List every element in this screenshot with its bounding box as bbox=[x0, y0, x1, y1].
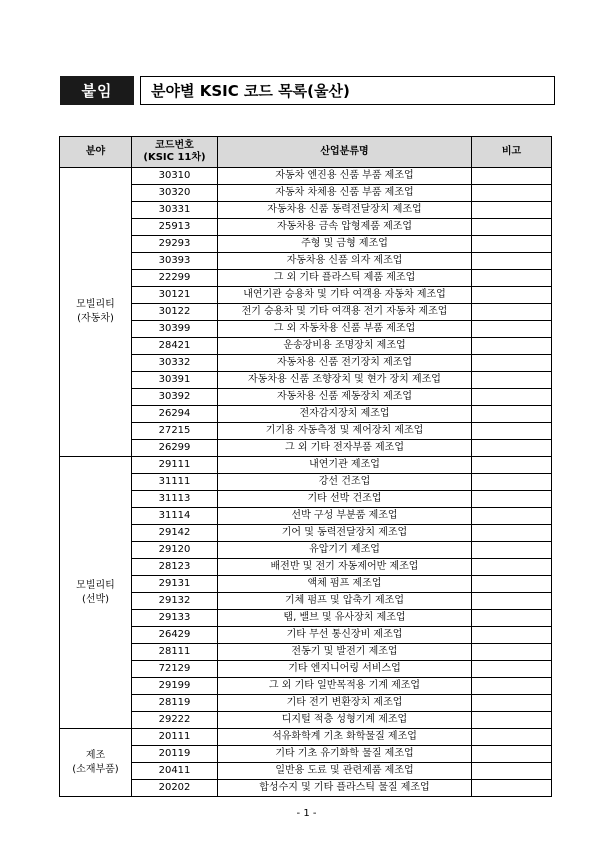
table-row bbox=[60, 168, 552, 185]
table-row bbox=[60, 253, 552, 270]
table-row bbox=[60, 661, 552, 678]
industry-name-cell: 자동차용 신품 동력전달장치 제조업 bbox=[218, 202, 472, 219]
code-cell: 27215 bbox=[132, 423, 218, 440]
table-row bbox=[60, 355, 552, 372]
table-row bbox=[60, 287, 552, 304]
code-cell: 20111 bbox=[132, 729, 218, 746]
table-row bbox=[60, 763, 552, 780]
industry-name-cell: 석유화학계 기초 화학물질 제조업 bbox=[218, 729, 472, 746]
industry-name-cell: 전기 승용차 및 기타 여객용 전기 자동차 제조업 bbox=[218, 304, 472, 321]
table-row bbox=[60, 338, 552, 355]
remarks-cell bbox=[472, 185, 552, 202]
industry-name-cell: 내연기관 제조업 bbox=[218, 457, 472, 474]
code-cell: 28111 bbox=[132, 644, 218, 661]
remarks-cell bbox=[472, 253, 552, 270]
table-row bbox=[60, 644, 552, 661]
page-number: - 1 - bbox=[296, 808, 317, 819]
table-row bbox=[60, 508, 552, 525]
code-cell: 30332 bbox=[132, 355, 218, 372]
code-cell: 31113 bbox=[132, 491, 218, 508]
remarks-cell bbox=[472, 406, 552, 423]
category-label: (자동차) bbox=[77, 313, 114, 324]
table-row bbox=[60, 678, 552, 695]
header-code-line1: 코드번호 bbox=[155, 140, 194, 151]
industry-name-cell: 디지털 적층 성형기계 제조업 bbox=[218, 712, 472, 729]
category-cell bbox=[60, 729, 132, 797]
code-cell: 30121 bbox=[132, 287, 218, 304]
table-body bbox=[60, 168, 552, 797]
remarks-cell bbox=[472, 491, 552, 508]
remarks-cell bbox=[472, 542, 552, 559]
remarks-cell bbox=[472, 763, 552, 780]
industry-name-cell: 유압기기 제조업 bbox=[218, 542, 472, 559]
remarks-cell bbox=[472, 168, 552, 185]
code-cell: 22299 bbox=[132, 270, 218, 287]
code-cell: 28119 bbox=[132, 695, 218, 712]
code-cell: 29293 bbox=[132, 236, 218, 253]
industry-name-cell: 기타 선박 건조업 bbox=[218, 491, 472, 508]
industry-name-cell: 그 외 기타 일반목적용 기계 제조업 bbox=[218, 678, 472, 695]
code-cell: 26299 bbox=[132, 440, 218, 457]
industry-name-cell: 기체 펌프 및 압축기 제조업 bbox=[218, 593, 472, 610]
category-cell bbox=[60, 457, 132, 729]
remarks-cell bbox=[472, 678, 552, 695]
industry-name-cell: 강선 건조업 bbox=[218, 474, 472, 491]
code-cell: 29142 bbox=[132, 525, 218, 542]
remarks-cell bbox=[472, 457, 552, 474]
remarks-cell bbox=[472, 440, 552, 457]
industry-name-cell: 그 외 자동차용 신품 부품 제조업 bbox=[218, 321, 472, 338]
table-row bbox=[60, 270, 552, 287]
header-remarks: 비고 bbox=[472, 137, 552, 168]
code-cell: 28421 bbox=[132, 338, 218, 355]
code-cell: 30399 bbox=[132, 321, 218, 338]
remarks-cell bbox=[472, 270, 552, 287]
table-row bbox=[60, 627, 552, 644]
industry-name-cell: 자동차용 신품 조향장치 및 현가 장치 제조업 bbox=[218, 372, 472, 389]
industry-name-cell: 기타 기초 유기화학 물질 제조업 bbox=[218, 746, 472, 763]
industry-name-cell: 자동차 차체용 신품 부품 제조업 bbox=[218, 185, 472, 202]
code-cell: 30393 bbox=[132, 253, 218, 270]
remarks-cell bbox=[472, 474, 552, 491]
remarks-cell bbox=[472, 644, 552, 661]
remarks-cell bbox=[472, 576, 552, 593]
remarks-cell bbox=[472, 525, 552, 542]
title-row bbox=[60, 76, 555, 105]
table-row bbox=[60, 729, 552, 746]
table-row bbox=[60, 202, 552, 219]
table-row bbox=[60, 321, 552, 338]
remarks-cell bbox=[472, 304, 552, 321]
remarks-cell bbox=[472, 355, 552, 372]
code-cell: 28123 bbox=[132, 559, 218, 576]
category-label: 모빌리티 bbox=[76, 579, 115, 591]
table-row bbox=[60, 525, 552, 542]
attachment-badge: 붙임 bbox=[60, 76, 134, 105]
remarks-cell bbox=[472, 661, 552, 678]
table-row bbox=[60, 746, 552, 763]
remarks-cell bbox=[472, 780, 552, 797]
remarks-cell bbox=[472, 508, 552, 525]
table-row bbox=[60, 304, 552, 321]
remarks-cell bbox=[472, 729, 552, 746]
code-cell: 26294 bbox=[132, 406, 218, 423]
remarks-cell bbox=[472, 746, 552, 763]
industry-name-cell: 전동기 및 발전기 제조업 bbox=[218, 644, 472, 661]
header-industry-name: 산업분류명 bbox=[218, 137, 472, 168]
remarks-cell bbox=[472, 372, 552, 389]
code-cell: 20202 bbox=[132, 780, 218, 797]
table-row bbox=[60, 593, 552, 610]
remarks-cell bbox=[472, 236, 552, 253]
category-label: 모빌리티 bbox=[76, 299, 115, 310]
table-row bbox=[60, 423, 552, 440]
category-label: (소재부품) bbox=[72, 763, 119, 775]
code-cell: 29132 bbox=[132, 593, 218, 610]
header-code-line2: (KSIC 11차) bbox=[143, 152, 206, 163]
industry-name-cell: 배전반 및 전기 자동제어반 제조업 bbox=[218, 559, 472, 576]
table-row bbox=[60, 236, 552, 253]
category-label: (선박) bbox=[81, 593, 110, 605]
table-row bbox=[60, 406, 552, 423]
table-row bbox=[60, 389, 552, 406]
table-row bbox=[60, 440, 552, 457]
code-cell: 20119 bbox=[132, 746, 218, 763]
industry-name-cell: 운송장비용 조명장치 제조업 bbox=[218, 338, 472, 355]
industry-name-cell: 선박 구성 부분품 제조업 bbox=[218, 508, 472, 525]
industry-name-cell: 기기용 자동측정 및 제어장치 제조업 bbox=[218, 423, 472, 440]
code-cell: 30391 bbox=[132, 372, 218, 389]
header-category: 분야 bbox=[60, 137, 132, 168]
table-row bbox=[60, 185, 552, 202]
industry-name-cell: 기어 및 동력전달장치 제조업 bbox=[218, 525, 472, 542]
industry-name-cell: 자동차용 신품 전기장치 제조업 bbox=[218, 355, 472, 372]
header-code bbox=[132, 137, 218, 168]
code-cell: 31111 bbox=[132, 474, 218, 491]
table-row bbox=[60, 712, 552, 729]
code-cell: 29133 bbox=[132, 610, 218, 627]
remarks-cell bbox=[472, 610, 552, 627]
code-cell: 30392 bbox=[132, 389, 218, 406]
remarks-cell bbox=[472, 338, 552, 355]
code-cell: 29222 bbox=[132, 712, 218, 729]
code-cell: 30310 bbox=[132, 168, 218, 185]
code-cell: 72129 bbox=[132, 661, 218, 678]
ksic-code-table bbox=[59, 136, 552, 797]
industry-name-cell: 탭, 밸브 및 유사장치 제조업 bbox=[218, 610, 472, 627]
code-cell: 20411 bbox=[132, 763, 218, 780]
industry-name-cell: 자동차용 신품 제동장치 제조업 bbox=[218, 389, 472, 406]
table-row bbox=[60, 559, 552, 576]
remarks-cell bbox=[472, 202, 552, 219]
industry-name-cell: 그 외 기타 플라스틱 제품 제조업 bbox=[218, 270, 472, 287]
industry-name-cell: 그 외 기타 전자부품 제조업 bbox=[218, 440, 472, 457]
remarks-cell bbox=[472, 389, 552, 406]
remarks-cell bbox=[472, 559, 552, 576]
code-cell: 30122 bbox=[132, 304, 218, 321]
table-row bbox=[60, 542, 552, 559]
industry-name-cell: 일반용 도료 및 관련제품 제조업 bbox=[218, 763, 472, 780]
category-cell bbox=[60, 168, 132, 457]
industry-name-cell: 기타 전기 변환장치 제조업 bbox=[218, 695, 472, 712]
remarks-cell bbox=[472, 287, 552, 304]
code-cell: 31114 bbox=[132, 508, 218, 525]
industry-name-cell: 자동차 엔진용 신품 부품 제조업 bbox=[218, 168, 472, 185]
remarks-cell bbox=[472, 423, 552, 440]
industry-name-cell: 기타 무선 통신장비 제조업 bbox=[218, 627, 472, 644]
table-row bbox=[60, 219, 552, 236]
table-row bbox=[60, 695, 552, 712]
table-header-row bbox=[60, 137, 552, 168]
industry-name-cell: 내연기관 승용차 및 기타 여객용 자동차 제조업 bbox=[218, 287, 472, 304]
table-row bbox=[60, 780, 552, 797]
table-row bbox=[60, 576, 552, 593]
remarks-cell bbox=[472, 695, 552, 712]
remarks-cell bbox=[472, 627, 552, 644]
remarks-cell bbox=[472, 321, 552, 338]
table-row bbox=[60, 372, 552, 389]
remarks-cell bbox=[472, 219, 552, 236]
code-cell: 29120 bbox=[132, 542, 218, 559]
category-label: 제조 bbox=[85, 749, 106, 761]
industry-name-cell: 합성수지 및 기타 플라스틱 물질 제조업 bbox=[218, 780, 472, 797]
remarks-cell bbox=[472, 712, 552, 729]
industry-name-cell: 기타 엔지니어링 서비스업 bbox=[218, 661, 472, 678]
code-cell: 26429 bbox=[132, 627, 218, 644]
code-cell: 29111 bbox=[132, 457, 218, 474]
code-cell: 29131 bbox=[132, 576, 218, 593]
industry-name-cell: 주형 및 금형 제조업 bbox=[218, 236, 472, 253]
code-cell: 30331 bbox=[132, 202, 218, 219]
industry-name-cell: 액체 펌프 제조업 bbox=[218, 576, 472, 593]
remarks-cell bbox=[472, 593, 552, 610]
code-cell: 25913 bbox=[132, 219, 218, 236]
table-row bbox=[60, 474, 552, 491]
code-cell: 30320 bbox=[132, 185, 218, 202]
table-row bbox=[60, 457, 552, 474]
page-title: 분야별 KSIC 코드 목록(울산) bbox=[140, 76, 555, 105]
code-cell: 29199 bbox=[132, 678, 218, 695]
table-row bbox=[60, 491, 552, 508]
industry-name-cell: 전자감지장치 제조업 bbox=[218, 406, 472, 423]
industry-name-cell: 자동차용 금속 압형제품 제조업 bbox=[218, 219, 472, 236]
table-row bbox=[60, 610, 552, 627]
industry-name-cell: 자동차용 신품 의자 제조업 bbox=[218, 253, 472, 270]
